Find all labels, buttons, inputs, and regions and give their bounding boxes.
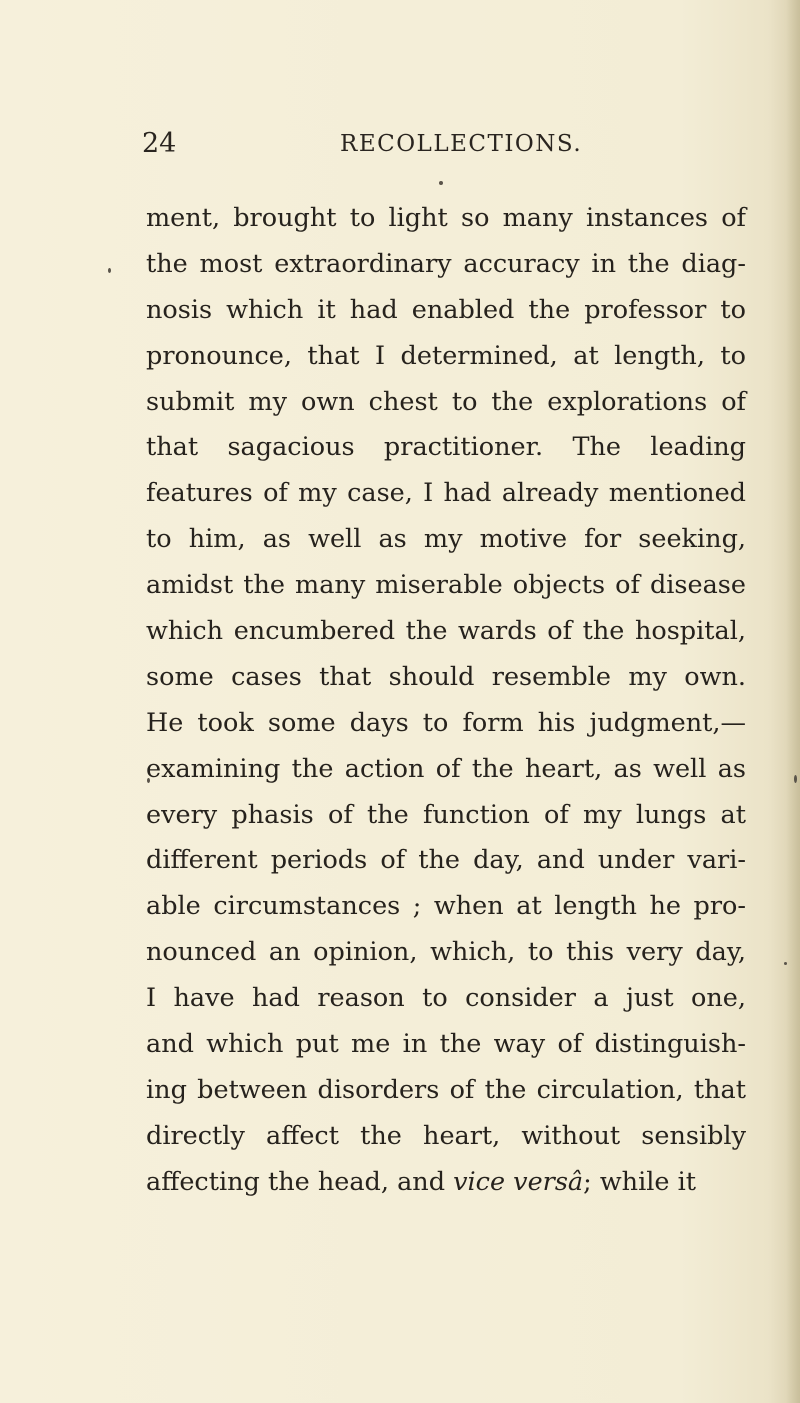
ink-speck bbox=[108, 268, 111, 273]
text-line: features of my case, I had already mentioned bbox=[146, 478, 746, 509]
page-number: 24 bbox=[142, 128, 177, 159]
text-line: ing between disorders of the circulation, that bbox=[146, 1074, 746, 1105]
body-text bbox=[146, 196, 746, 1206]
page-edge-shadow bbox=[786, 0, 800, 1403]
ink-speck bbox=[794, 775, 797, 783]
text-line: the most extraordinary accuracy in the diag- bbox=[146, 248, 746, 279]
text-line: and which put me in the way of distinguish- bbox=[146, 1029, 746, 1060]
ink-speck bbox=[784, 962, 787, 965]
text-line: some cases that should resemble my own. bbox=[146, 661, 746, 692]
text-line: different periods of the day, and under vari- bbox=[146, 845, 746, 876]
text-line: amidst the many miserable objects of disease bbox=[146, 570, 746, 601]
text-line: that sagacious practitioner. The leading bbox=[146, 432, 746, 463]
ink-speck bbox=[439, 181, 443, 185]
text-line: every phasis of the function of my lungs at bbox=[146, 799, 746, 830]
text-run: ; while it bbox=[583, 1166, 696, 1197]
running-head: RECOLLECTIONS. bbox=[340, 131, 583, 157]
text-line: examining the action of the heart, as well as bbox=[146, 753, 746, 784]
text-line: nosis which it had enabled the professor to bbox=[146, 294, 746, 325]
text-line: able circumstances ; when at length he pro- bbox=[146, 891, 746, 922]
text-line: submit my own chest to the explorations of bbox=[146, 386, 746, 417]
text-line: directly affect the heart, without sensibly bbox=[146, 1120, 746, 1151]
text-line-last bbox=[146, 1160, 746, 1206]
page-header bbox=[142, 124, 583, 164]
text-line: pronounce, that I determined, at length, to bbox=[146, 340, 746, 371]
text-line: ment, brought to light so many instances of bbox=[146, 203, 746, 233]
italic-phrase: vice versâ bbox=[453, 1166, 584, 1197]
text-line: to him, as well as my motive for seeking, bbox=[146, 524, 746, 555]
text-line: nounced an opinion, which, to this very day, bbox=[146, 937, 746, 968]
text-line: which encumbered the wards of the hospital, bbox=[146, 616, 746, 647]
text-run: affecting the head, and bbox=[146, 1166, 454, 1197]
text-line: He took some days to form his judgment,— bbox=[146, 707, 746, 738]
text-line: I have had reason to consider a just one, bbox=[146, 983, 746, 1014]
